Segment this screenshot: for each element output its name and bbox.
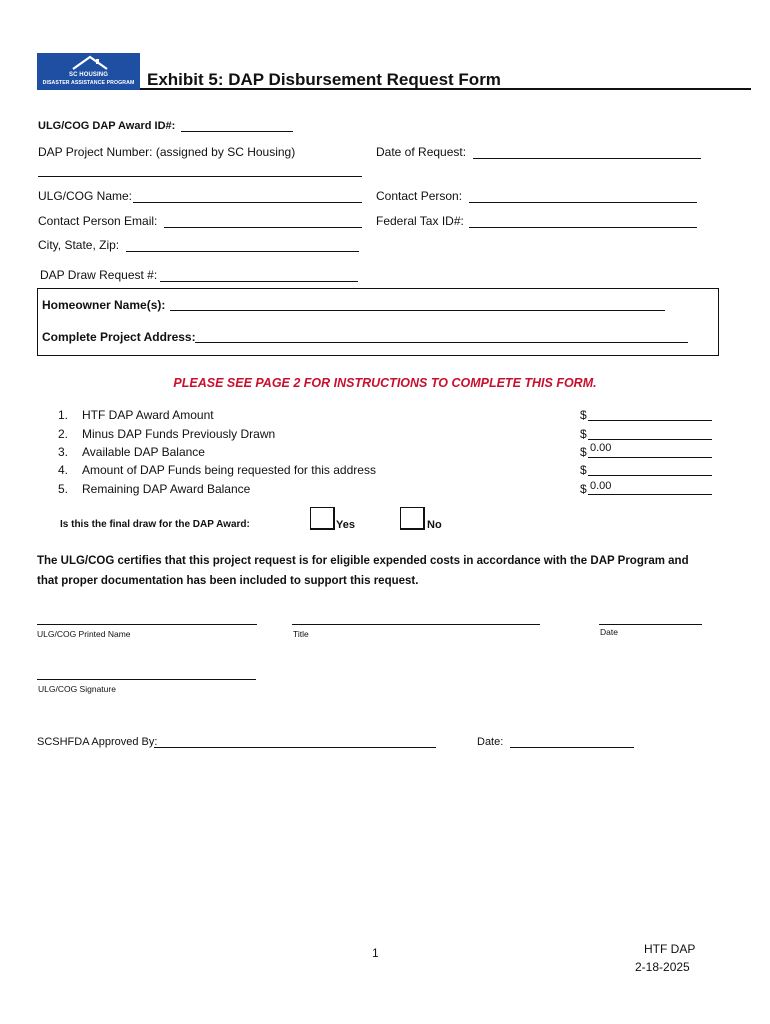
item-3-field[interactable]	[588, 457, 712, 458]
title-label: Title	[293, 629, 309, 639]
sc-housing-logo	[37, 53, 140, 90]
project-number-field[interactable]	[38, 176, 362, 177]
federal-tax-field[interactable]	[469, 227, 697, 228]
project-number-label: DAP Project Number: (assigned by SC Housing)	[38, 145, 296, 159]
approved-date-field[interactable]	[510, 747, 634, 748]
item-3-currency: $	[580, 445, 587, 459]
item-5-label: Remaining DAP Award Balance	[82, 482, 251, 496]
final-draw-no-checkbox[interactable]	[400, 507, 425, 530]
item-2-label: Minus DAP Funds Previously Drawn	[82, 427, 276, 441]
final-draw-question: Is this the final draw for the DAP Award:	[60, 519, 250, 530]
logo-line2: DISASTER ASSISTANCE PROGRAM	[42, 80, 135, 86]
item-3-num: 3.	[58, 445, 69, 459]
date-of-request-label: Date of Request:	[376, 145, 467, 159]
house-roof-icon	[67, 55, 113, 71]
contact-person-label: Contact Person:	[376, 189, 463, 203]
contact-email-label: Contact Person Email:	[38, 214, 158, 228]
signature-label: ULG/COG Signature	[38, 684, 116, 694]
contact-person-field[interactable]	[469, 202, 697, 203]
item-1-currency: $	[580, 408, 587, 422]
logo-line1: SC HOUSING	[68, 72, 108, 78]
item-5-field[interactable]	[588, 494, 712, 495]
date-label: Date	[600, 627, 618, 637]
item-1-field[interactable]	[588, 420, 712, 421]
item-3-label: Available DAP Balance	[82, 445, 205, 459]
final-draw-yes-checkbox[interactable]	[310, 507, 335, 530]
final-draw-no-label: No	[427, 519, 442, 531]
item-2-field[interactable]	[588, 439, 712, 440]
footer-program: HTF DAP	[644, 942, 696, 956]
date-field[interactable]	[599, 624, 702, 625]
approved-by-field[interactable]	[154, 747, 436, 748]
award-id-label: ULG/COG DAP Award ID#:	[38, 120, 176, 132]
federal-tax-label: Federal Tax ID#:	[376, 214, 464, 228]
instructions-notice: PLEASE SEE PAGE 2 FOR INSTRUCTIONS TO COMPLETE THIS FORM.	[173, 376, 597, 390]
certification-line1: The ULG/COG certifies that this project request is for eligible expended costs in accordance with the DAP Program and	[37, 555, 689, 567]
item-5-currency: $	[580, 482, 587, 496]
city-state-zip-field[interactable]	[126, 251, 359, 252]
item-5-num: 5.	[58, 482, 69, 496]
footer-version-date: 2-18-2025	[635, 960, 690, 974]
city-state-zip-label: City, State, Zip:	[38, 238, 120, 252]
title-field[interactable]	[292, 624, 540, 625]
approved-by-label: SCSHFDA Approved By:	[37, 736, 158, 748]
draw-request-label: DAP Draw Request #:	[40, 268, 158, 282]
address-field[interactable]	[195, 342, 688, 343]
item-3-value[interactable]: 0.00	[590, 442, 612, 454]
item-4-field[interactable]	[588, 475, 712, 476]
page-title: Exhibit 5: DAP Disbursement Request Form	[147, 70, 501, 89]
item-5-value[interactable]: 0.00	[590, 480, 612, 492]
item-2-currency: $	[580, 427, 587, 441]
final-draw-yes-label: Yes	[336, 519, 355, 531]
item-2-num: 2.	[58, 427, 69, 441]
award-id-field[interactable]	[181, 131, 293, 132]
printed-name-field[interactable]	[37, 624, 257, 625]
ulg-name-field[interactable]	[133, 202, 362, 203]
homeowner-label: Homeowner Name(s):	[42, 298, 166, 312]
page-number: 1	[372, 946, 379, 960]
certification-line2: that proper documentation has been included to support this request.	[37, 575, 419, 587]
contact-email-field[interactable]	[164, 227, 362, 228]
item-1-label: HTF DAP Award Amount	[82, 408, 214, 422]
item-4-currency: $	[580, 463, 587, 477]
approved-date-label: Date:	[477, 736, 504, 748]
title-rule	[140, 88, 751, 90]
draw-request-field[interactable]	[160, 281, 358, 282]
ulg-name-label: ULG/COG Name:	[38, 189, 133, 203]
item-4-label: Amount of DAP Funds being requested for this address	[82, 463, 376, 477]
item-1-num: 1.	[58, 408, 69, 422]
date-of-request-field[interactable]	[473, 158, 701, 159]
homeowner-field[interactable]	[170, 310, 665, 311]
signature-field[interactable]	[37, 679, 256, 680]
item-4-num: 4.	[58, 463, 69, 477]
printed-name-label: ULG/COG Printed Name	[37, 629, 131, 639]
address-label: Complete Project Address:	[42, 330, 196, 344]
